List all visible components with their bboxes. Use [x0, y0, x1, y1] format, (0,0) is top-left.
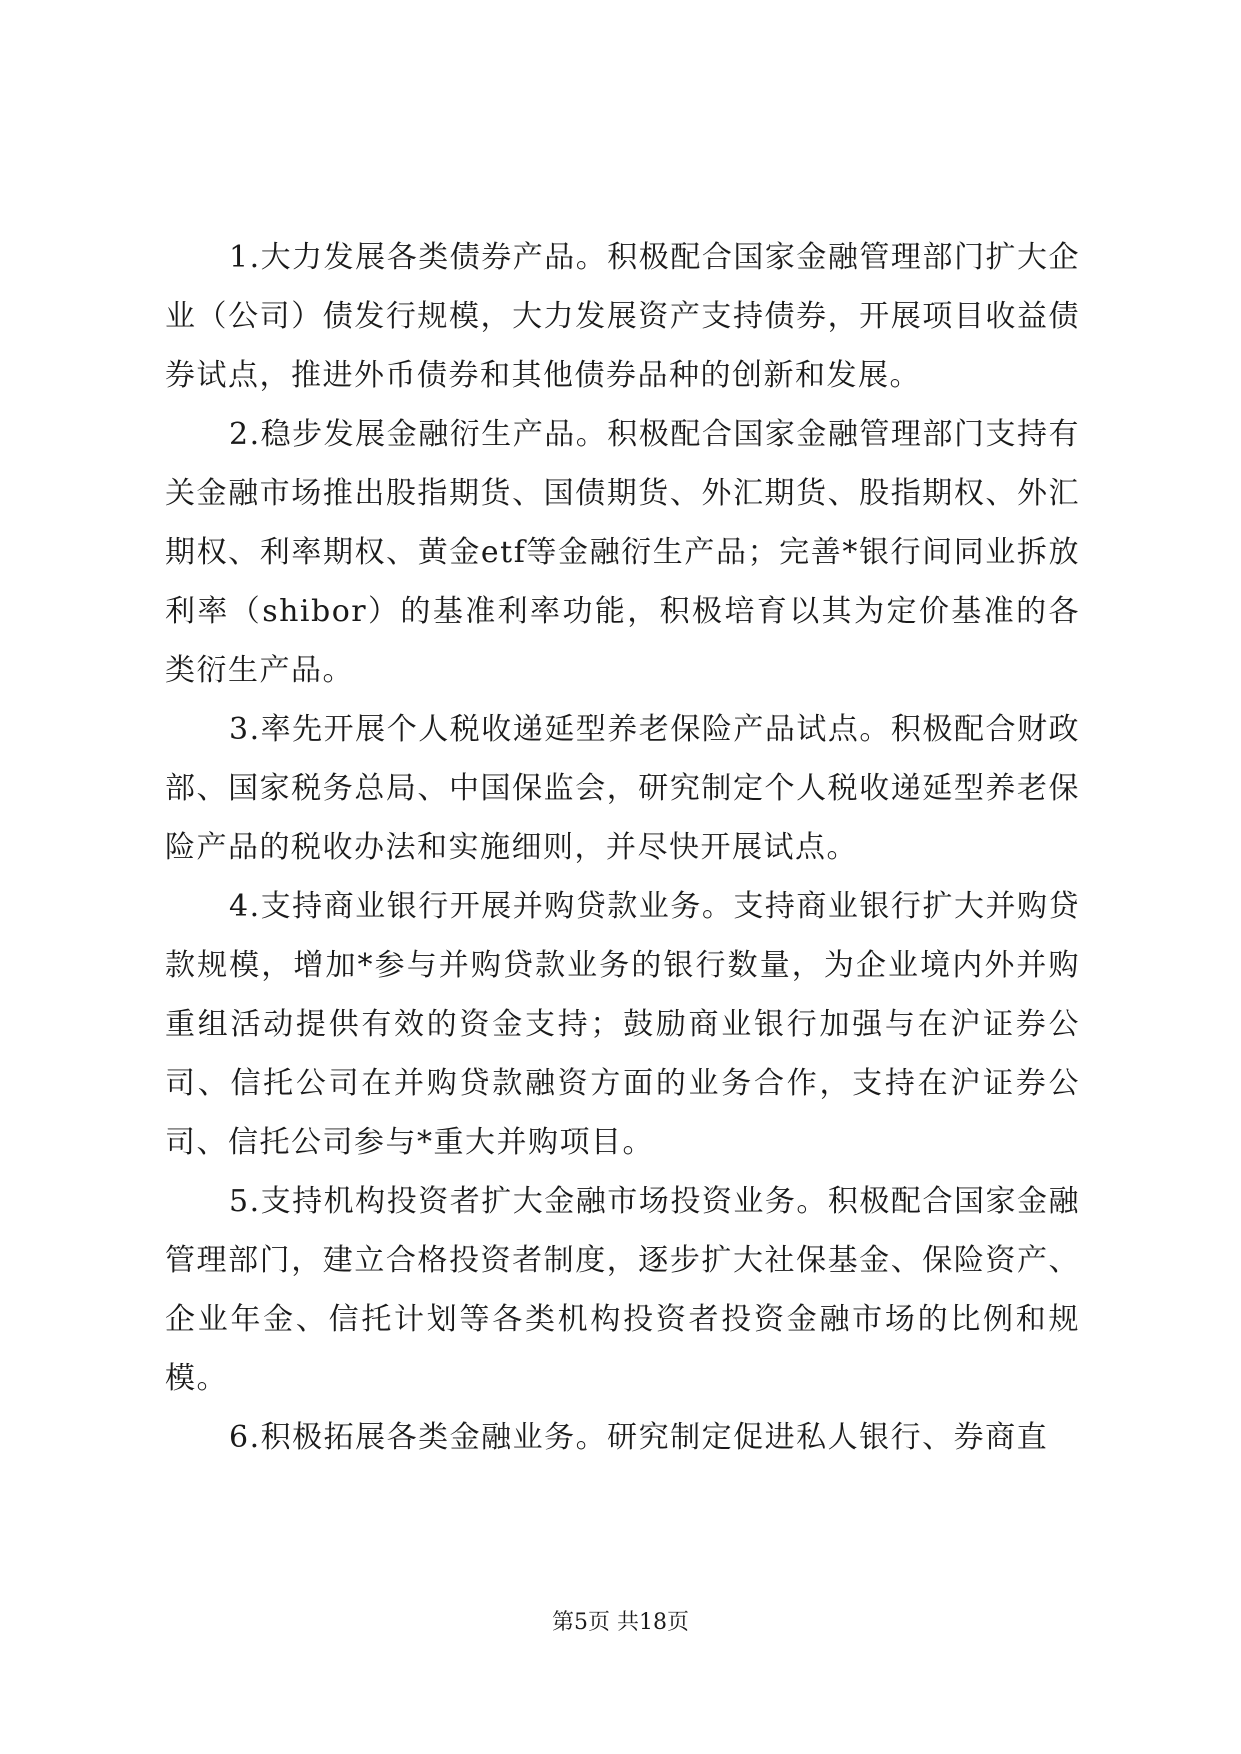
- paragraph-5: 5.支持机构投资者扩大金融市场投资业务。积极配合国家金融管理部门，建立合格投资者制度，逐步扩大社保基金、保险资产、企业年金、信托计划等各类机构投资者投资金融市场的比例和规模。: [165, 1184, 1080, 1396]
- page-number-label: 第5页 共18页: [552, 1610, 689, 1635]
- paragraph-1: 1.大力发展各类债券产品。积极配合国家金融管理部门扩大企业（公司）债发行规模，大力发展资产支持债券，开展项目收益债券试点，推进外币债券和其他债券品种的创新和发展。: [165, 240, 1080, 393]
- paragraph-6: 6.积极拓展各类金融业务。研究制定促进私人银行、券商直: [229, 1420, 1049, 1455]
- paragraph-4: 4.支持商业银行开展并购贷款业务。支持商业银行扩大并购贷款规模，增加*参与并购贷款业务的银行数量，为企业境内外并购重组活动提供有效的资金支持；鼓励商业银行加强与在沪证券公司、信托公司在并购贷款融资方面的业务合作，支持在沪证券公司、信托公司参与*重大并购项目。: [165, 889, 1080, 1160]
- paragraph-3: 3.率先开展个人税收递延型养老保险产品试点。积极配合财政部、国家税务总局、中国保监会，研究制定个人税收递延型养老保险产品的税收办法和实施细则，并尽快开展试点。: [165, 712, 1080, 865]
- page-footer: [0, 1608, 1241, 1638]
- paragraph-2: 2.稳步发展金融衍生产品。积极配合国家金融管理部门支持有关金融市场推出股指期货、国债期货、外汇期货、股指期权、外汇期权、利率期权、黄金etf等金融衍生产品；完善*银行间同业拆放利率（shibor）的基准利率功能，积极培育以其为定价基准的各类衍生产品。: [165, 417, 1080, 688]
- document-body: [165, 228, 1080, 1467]
